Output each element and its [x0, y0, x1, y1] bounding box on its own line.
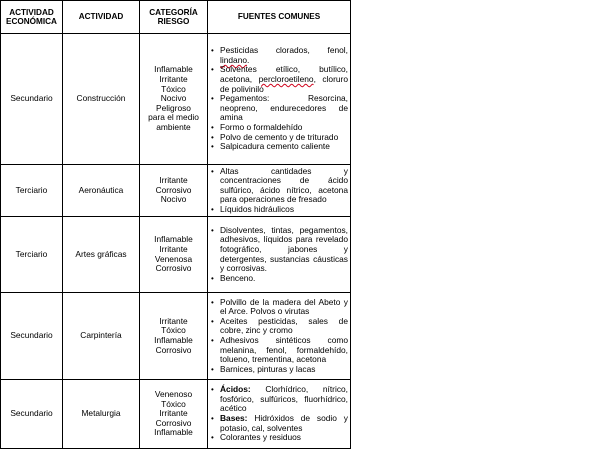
source-text: Formo o formaldehído: [220, 121, 303, 132]
source-text: Aceites pesticidas, sales de cobre, zinc y cromo: [220, 315, 348, 336]
spellcheck-flagged-word: lindano: [220, 54, 248, 65]
source-item: [210, 226, 348, 274]
source-text: Polvillo de la madera del Abeto y el Arce. Polvos o virutas: [220, 296, 348, 317]
source-text: Barnices, pinturas y lacas: [220, 363, 316, 374]
activity-cell: Aeronáutica: [63, 165, 140, 217]
source-item: [210, 205, 348, 215]
source-item: [210, 46, 348, 65]
source-item: [210, 414, 348, 433]
source-label: Bases:: [220, 413, 248, 423]
risk-category-cell: [140, 165, 208, 217]
common-sources-cell: [208, 380, 351, 449]
risk-line: Corrosivo: [155, 344, 192, 355]
risk-line: Nocivo: [160, 93, 187, 104]
source-label: Ácidos:: [220, 384, 251, 395]
activity-cell: Construcción: [63, 34, 140, 165]
risk-line: Inflamable: [154, 335, 193, 345]
source-text: Líquidos hidráulicos: [220, 203, 295, 214]
risk-line: Irritante: [159, 315, 188, 326]
risk-line: Corrosivo: [155, 184, 192, 195]
table-row: [1, 217, 351, 293]
economic-activity-cell: Secundario: [1, 380, 63, 449]
source-text: Pegamentos: Resorcina, neopreno, endurecedores de amina: [220, 93, 348, 123]
source-item: [210, 433, 348, 443]
sources-list: [210, 46, 348, 152]
source-text: Altas cantidades y concentraciones de ácido sulfúrico, ácido nítrico, acetona para operaciones de fresado: [220, 165, 348, 205]
source-item: [210, 365, 348, 375]
risk-line: Irritante: [159, 175, 188, 186]
risk-line: Irritante: [159, 243, 188, 254]
risk-line: Inflamable: [154, 427, 193, 438]
economic-activity-cell: Secundario: [1, 293, 63, 380]
sources-list: [210, 226, 348, 284]
source-item: [210, 167, 348, 205]
activity-cell: Metalurgia: [63, 380, 140, 449]
risk-line: Venenosa: [154, 253, 193, 264]
risk-line: Tóxico: [161, 398, 186, 409]
risk-line: para el medio: [148, 112, 199, 123]
source-item: [210, 298, 348, 317]
common-sources-cell: [208, 165, 351, 217]
risk-line: Inflamable: [154, 234, 193, 245]
source-text: Adhesivos sintéticos como melanina, fenol, formaldehído, tolueno, trementina, acetona: [220, 335, 348, 365]
table-row: [1, 293, 351, 380]
risk-line: Nocivo: [160, 194, 187, 205]
source-text: Salpicadura cemento caliente: [220, 141, 330, 152]
source-text: Disolventes, tintas, pegamentos, adhesivos, líquidos para revelado fotográfico, jabones y detergentes, sustancias cáusticas y corrosivas.: [220, 224, 348, 274]
risk-line: Peligroso: [156, 102, 191, 113]
common-sources-cell: [208, 217, 351, 293]
activity-cell: Carpintería: [63, 293, 140, 380]
source-text: , cloruro de polivinilo: [220, 74, 348, 94]
header-risk-category: CATEGORÍA RIESGO: [140, 1, 208, 34]
source-text: Pesticidas clorados, fenol,: [220, 45, 348, 56]
source-text: Polvo de cemento y de triturado: [220, 131, 339, 142]
source-item: [210, 274, 348, 284]
risk-line: Irritante: [159, 74, 188, 85]
risk-line: Corrosivo: [155, 263, 192, 274]
economic-activity-cell: Secundario: [1, 34, 63, 165]
risk-category-cell: [140, 293, 208, 380]
economic-activity-cell: Terciario: [1, 165, 63, 217]
source-text: Solventes etílico, butílico, acetona,: [220, 64, 348, 85]
sources-list: [210, 385, 348, 443]
risk-category-cell: [140, 380, 208, 449]
source-item: [210, 385, 348, 414]
source-text: Benceno.: [220, 272, 256, 283]
risk-line: Corrosivo: [155, 417, 192, 428]
header-row: [1, 1, 351, 34]
risk-line: ambiente: [156, 121, 191, 132]
header-activity: ACTIVIDAD: [63, 1, 140, 34]
header-common-sources: FUENTES COMUNES: [208, 1, 351, 34]
table-row: [1, 380, 351, 449]
source-text: Clorhídrico, nítrico, fosfórico, sulfúricos, fluorhídrico, acético: [220, 384, 348, 414]
risk-category-cell: [140, 217, 208, 293]
table-body: [1, 34, 351, 449]
risk-line: Irritante: [159, 408, 188, 419]
source-text: .: [247, 54, 250, 65]
source-item: [210, 142, 348, 152]
source-item: [210, 317, 348, 336]
risk-line: Venenoso: [154, 389, 193, 400]
source-item: [210, 336, 348, 365]
sources-list: [210, 298, 348, 375]
table-row: [1, 165, 351, 217]
common-sources-cell: [208, 293, 351, 380]
risk-line: Inflamable: [154, 64, 193, 75]
common-sources-cell: [208, 34, 351, 165]
source-text: Colorantes y residuos: [220, 432, 301, 443]
header-economic-activity: ACTIVIDAD ECONÓMICA: [1, 1, 63, 34]
spellcheck-flagged-word: percloroetileno: [258, 74, 314, 85]
source-text: Hidróxidos de sodio y potasio, cal, solventes: [220, 413, 348, 433]
source-item: [210, 65, 348, 94]
activity-cell: Artes gráficas: [63, 217, 140, 293]
risk-line: Tóxico: [161, 83, 186, 94]
risk-line: Tóxico: [161, 325, 186, 336]
risk-category-cell: [140, 34, 208, 165]
source-item: [210, 94, 348, 123]
economic-activity-cell: Terciario: [1, 217, 63, 293]
sources-list: [210, 167, 348, 215]
table-row: [1, 34, 351, 165]
